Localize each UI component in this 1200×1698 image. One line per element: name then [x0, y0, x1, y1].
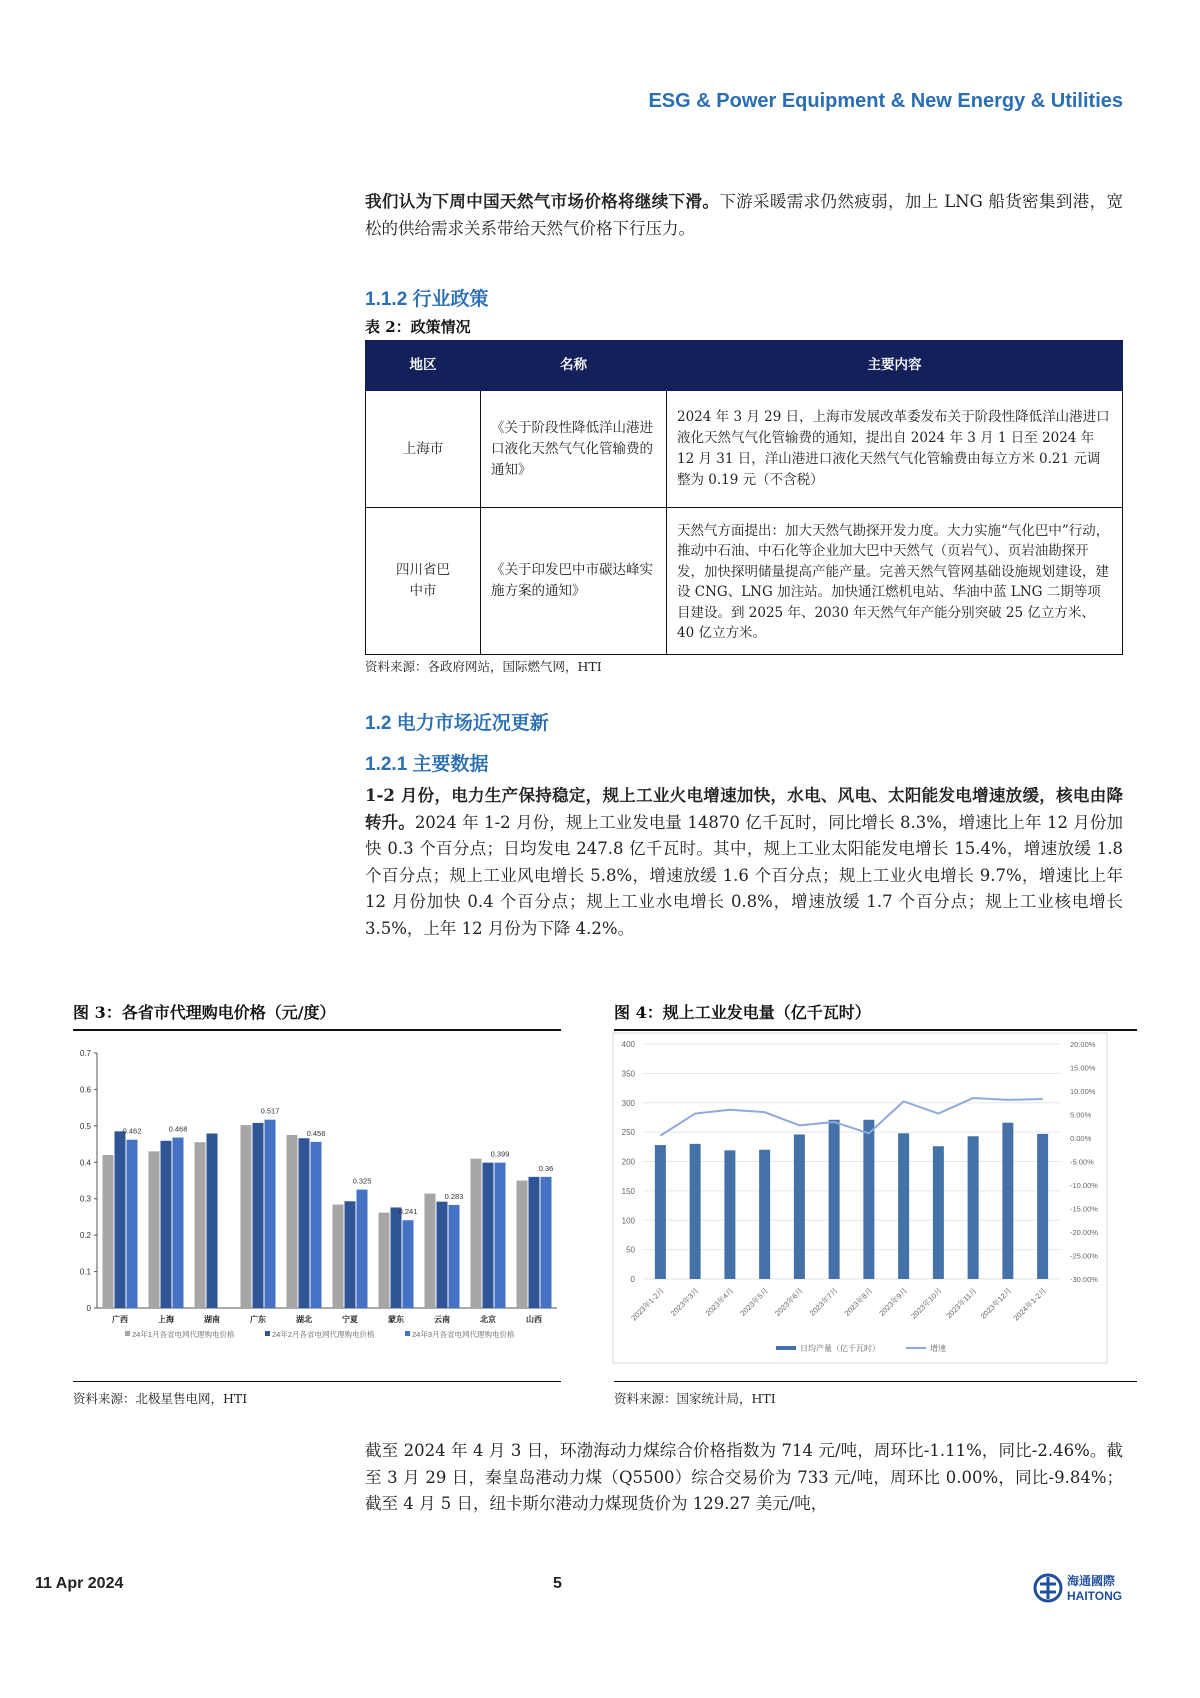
- y2-tick-label: 10.00%: [1070, 1087, 1096, 1096]
- y-tick-label: 0.7: [79, 1049, 91, 1058]
- y2-tick-label: -10.00%: [1070, 1181, 1098, 1190]
- y-tick-label: 400: [621, 1040, 635, 1049]
- cell-name: 《关于印发巴中市碳达峰实施方案的通知》: [481, 508, 667, 655]
- data-label: 0.283: [444, 1191, 464, 1201]
- y-tick-label: 0.5: [79, 1121, 91, 1131]
- fig4-bottom-rule: [614, 1381, 1137, 1382]
- data-label: 0.399: [490, 1149, 510, 1159]
- category-label: 湖北: [296, 1315, 312, 1324]
- category-label: 2023年6月: [773, 1286, 805, 1318]
- haitong-logo: [1033, 1572, 1122, 1603]
- bar: [759, 1150, 770, 1279]
- bar: [968, 1136, 979, 1279]
- table-caption: 表 2：政策情况: [365, 318, 471, 336]
- category-label: 2023年12月: [978, 1286, 1014, 1321]
- table-source: 资料来源：各政府网站，国际燃气网，HTI: [365, 659, 602, 674]
- report-header-title: ESG & Power Equipment & New Energy & Utilities: [648, 90, 1123, 112]
- data-label: 0.462: [122, 1126, 142, 1136]
- y-tick-label: 0: [86, 1304, 91, 1313]
- category-label: 2023年5月: [738, 1286, 771, 1318]
- section-heading-1-2: 1.2 电力市场近况更新: [365, 713, 549, 734]
- category-label: 2023年7月: [807, 1286, 840, 1318]
- bar: [724, 1150, 735, 1279]
- cell-content: 天然气方面提出：加大天然气勘探开发力度。大力实施“气化巴中”行动，推动中石油、中石化等企业加大巴中天然气（页岩气）、页岩油勘探开发，加快探明储量提高产能产量。完善天然气管网基础设施规划建设，建设 CNG、LNG 加注站。加快通江燃机电站、华油中蓝 LNG 二期等项目建设。到 2025 年、2030 年天然气年产能分别突破 25 亿立方米、40 亿立方米。: [667, 508, 1123, 655]
- bar: [898, 1133, 909, 1279]
- header-name: 名称: [481, 341, 667, 391]
- power-bold: 1-2 月份，电力生产保持稳定，规上工业火电增速加快，水电、风电、太阳能发电增速放缓，核电由降转升。: [365, 786, 1123, 832]
- category-label: 山西: [526, 1315, 542, 1324]
- data-label: 0.36: [538, 1163, 554, 1173]
- bar: [863, 1120, 874, 1279]
- section-heading-1-2-1: 1.2.1 主要数据: [365, 754, 489, 775]
- category-label: 2023年3月: [668, 1286, 701, 1318]
- bar: [1002, 1123, 1013, 1279]
- fig4-source: 资料来源：国家统计局，HTI: [614, 1391, 776, 1406]
- header-content: 主要内容: [667, 341, 1123, 391]
- y2-tick-label: 15.00%: [1070, 1063, 1096, 1073]
- intro-text: 下游采暖需求仍然疲弱，加上 LNG 船货密集到港，宽松的供给需求关系带给天然气价格下行压力。: [365, 192, 1123, 238]
- coal-paragraph: 截至 2024 年 4 月 3 日，环渤海动力煤综合价格指数为 714 元/吨，周环比-1.11%，同比-2.46%。截至 3 月 29 日，秦皇岛港动力煤（Q5500）综合交易价为 733 元/吨，周环比 0.00%，同比-9.84%；截至 4 月 5 日，纽卡斯尔港动力煤现货价为 129.27 美元/吨，: [365, 1441, 1123, 1514]
- y-tick-label: 0.3: [79, 1194, 91, 1204]
- y2-tick-label: 0.00%: [1070, 1134, 1092, 1143]
- bar: [655, 1145, 666, 1279]
- category-label: 2023年8月: [842, 1286, 875, 1318]
- chart-border: [613, 1033, 1107, 1363]
- bar: [933, 1146, 944, 1279]
- category-label: 2023年9月: [877, 1286, 910, 1318]
- data-label: 0.517: [260, 1106, 280, 1116]
- page-number: 5: [553, 1575, 562, 1592]
- y-tick-label: 200: [621, 1157, 635, 1167]
- intro-bold: 我们认为下周中国天然气市场价格将继续下滑。: [365, 192, 720, 211]
- legend-label: 增速: [930, 1344, 946, 1353]
- y-tick-label: 50: [626, 1245, 635, 1255]
- data-label: 0.241: [398, 1207, 418, 1217]
- category-label: 宁夏: [342, 1315, 358, 1324]
- y2-tick-label: -15.00%: [1070, 1204, 1098, 1214]
- category-label: 2023年10月: [909, 1286, 944, 1321]
- legend-label: 24年1月各省电网代理购电价格: [132, 1330, 235, 1339]
- category-label: 2023年4月: [703, 1286, 736, 1318]
- y-tick-label: 300: [621, 1098, 635, 1108]
- legend-label: 日均产量（亿千瓦时）: [800, 1344, 880, 1353]
- section-heading-1-1-2: 1.1.2 行业政策: [365, 289, 489, 310]
- y-tick-label: 0.2: [79, 1231, 91, 1241]
- cell-content: 2024 年 3 月 29 日，上海市发展改革委发布关于阶段性降低洋山港进口液化天然气气化管输费的通知，提出自 2024 年 3 月 1 日至 2024 年 12 月 31 日，洋山港进口液化天然气气化管输费由每立方米 0.21 元调整为 0.19 元（不含税）: [667, 391, 1123, 508]
- y2-tick-label: -30.00%: [1070, 1275, 1098, 1284]
- bar: [794, 1134, 805, 1279]
- category-label: 蒙东: [388, 1315, 404, 1324]
- category-label: 广西: [112, 1315, 128, 1324]
- y-tick-label: 0.1: [79, 1267, 91, 1277]
- category-label: 上海: [158, 1315, 174, 1324]
- legend-label: 24年2月各省电网代理购电价格: [272, 1330, 375, 1339]
- footer-date: 11 Apr 2024: [35, 1575, 124, 1592]
- data-label: 0.325: [352, 1176, 372, 1186]
- y-tick-label: 0.6: [79, 1085, 91, 1095]
- haitong-logo-icon: [1033, 1573, 1063, 1603]
- growth-line: [660, 1098, 1042, 1136]
- fig4-caption: 图 4：规上工业发电量（亿千瓦时）: [614, 1003, 871, 1022]
- y-tick-label: 100: [621, 1216, 635, 1226]
- y-tick-label: 0: [630, 1275, 635, 1284]
- header-region: 地区: [366, 341, 481, 391]
- data-label: 0.456: [306, 1128, 326, 1138]
- y-tick-label: 250: [621, 1128, 635, 1138]
- legend-label: 24年3月各省电网代理购电价格: [412, 1330, 515, 1339]
- cell-region: 四川省巴中市: [366, 508, 481, 655]
- category-label: 湖南: [204, 1315, 220, 1324]
- y-tick-label: 150: [621, 1186, 635, 1196]
- y2-tick-label: 20.00%: [1070, 1040, 1096, 1049]
- power-text: 2024 年 1-2 月份，规上工业发电量 14870 亿千瓦时，同比增长 8.3%，增速比上年 12 月份加快 0.3 个百分点；日均发电 247.8 亿千瓦时。其中，规上工业太阳能发电增长 15.4%，增速放缓 1.8 个百分点；规上工业风电增长 5.8%，增速放缓 1.6 个百分点；规上工业火电增长 9.7%，增速比上年 12 月份加快 0.4 个百分点；规上工业水电增长 0.8%，增速放缓 1.7 个百分点；规上工业核电增长 3.5%，上年 12 月份为下降 4.2%。: [365, 812, 1123, 938]
- fig3-caption: 图 3：各省市代理购电价格（元/度）: [73, 1003, 336, 1022]
- logo-en: HAITONG: [1067, 1589, 1123, 1603]
- bar: [1037, 1134, 1048, 1279]
- category-label: 2023年11月: [944, 1286, 979, 1321]
- y2-tick-label: 5.00%: [1070, 1110, 1092, 1120]
- cell-name: 《关于阶段性降低洋山港进口液化天然气气化管输费的通知》: [481, 391, 667, 508]
- category-label: 云南: [434, 1315, 450, 1324]
- cell-region: 上海市: [366, 391, 481, 508]
- category-label: 2023年1-2月: [629, 1286, 666, 1323]
- bar: [829, 1120, 840, 1279]
- y2-tick-label: -25.00%: [1070, 1251, 1098, 1261]
- fig3-bottom-rule: [73, 1381, 561, 1382]
- y-tick-label: 0.4: [79, 1158, 91, 1168]
- legend-swatch-bar: [776, 1346, 796, 1350]
- fig3-source: 资料来源：北极星售电网，HTI: [73, 1391, 248, 1406]
- y2-tick-label: -20.00%: [1070, 1228, 1098, 1237]
- logo-cn: 海通國際: [1067, 1574, 1116, 1588]
- category-label: 北京: [480, 1315, 496, 1324]
- category-label: 广东: [250, 1315, 266, 1324]
- data-label: 0.468: [168, 1124, 188, 1134]
- y2-tick-label: -5.00%: [1070, 1157, 1094, 1167]
- category-label: 2024年1-2月: [1011, 1286, 1049, 1323]
- bar: [690, 1144, 701, 1279]
- y-tick-label: 350: [621, 1069, 635, 1079]
